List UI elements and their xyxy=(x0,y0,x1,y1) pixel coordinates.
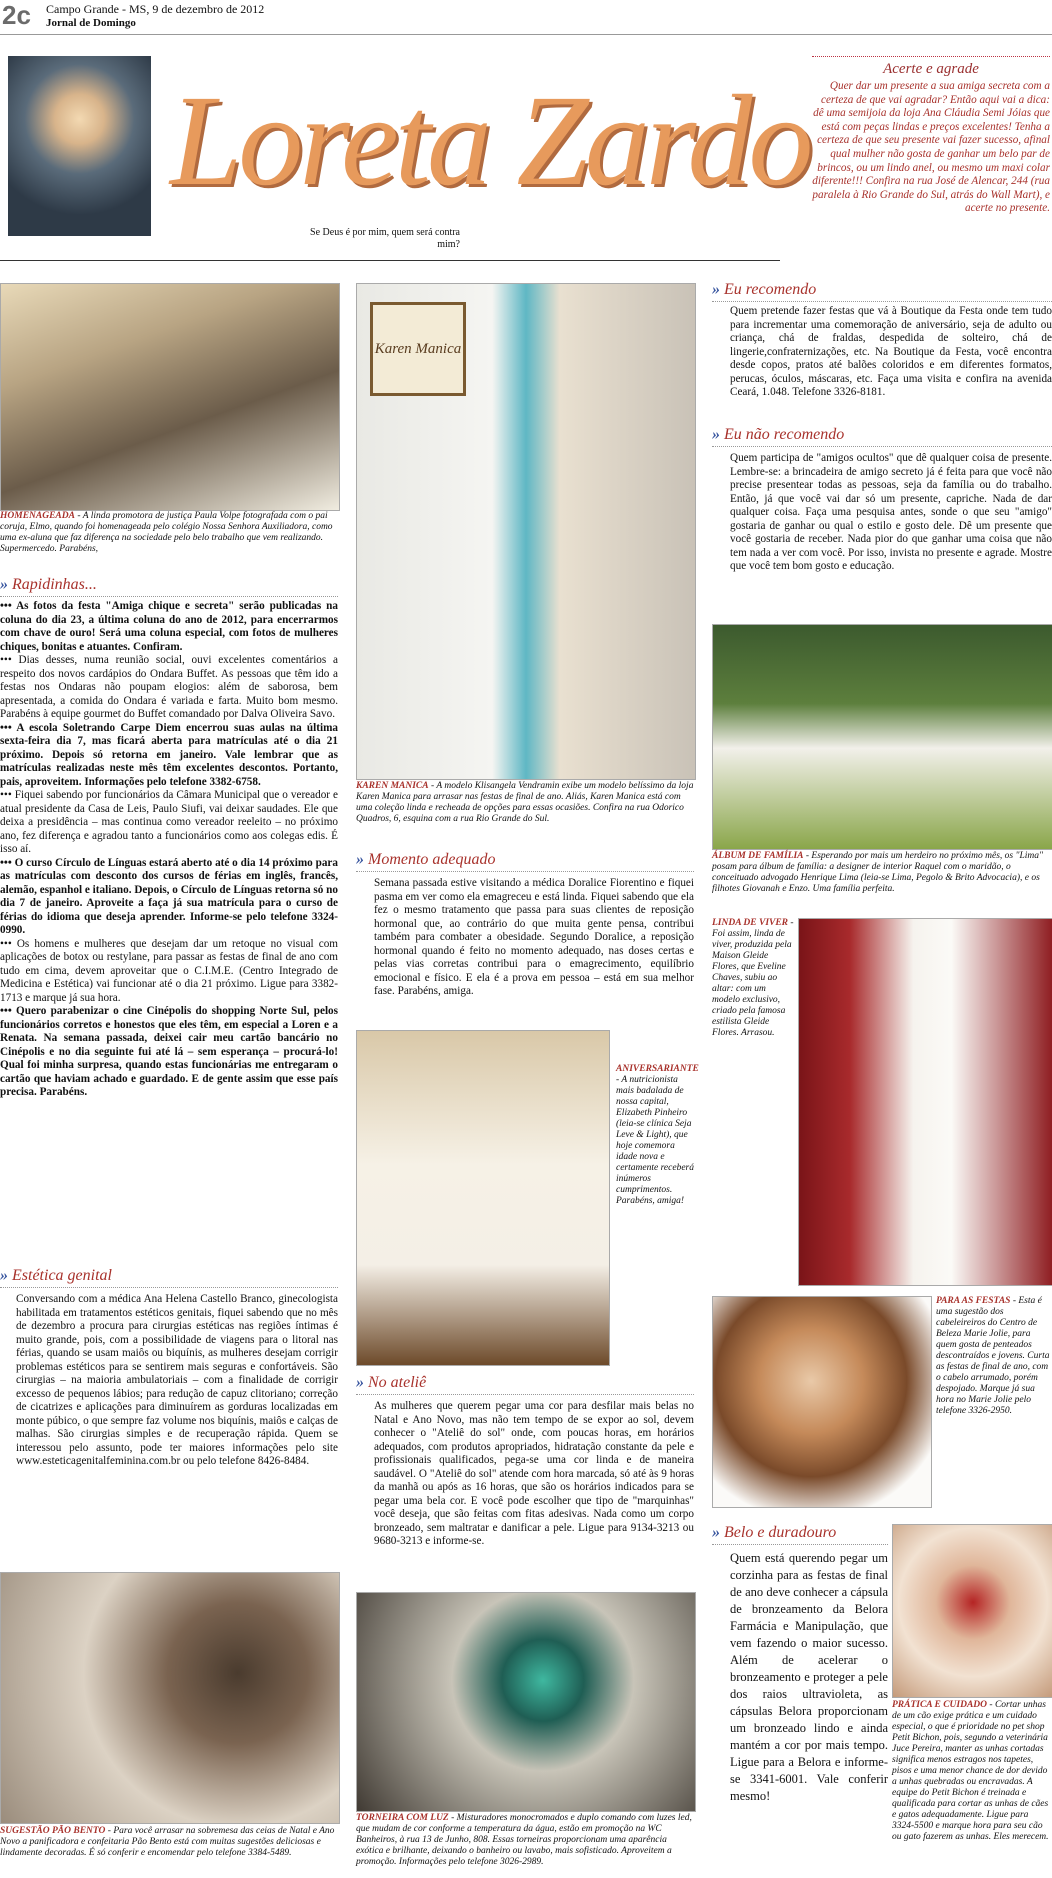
atelie-body: As mulheres que querem pegar uma cor para desfilar mais belas no Natal e Ano Novo, mas não tem tempo de se expor ao sol, devem conhecer o "Ateliê do sol" onde, com poucas horas, em horários adequados, com produtos apropriados, hidratação constante da pele e profissionais qualificados, pega-se uma cor linda e de maneira saudável. O "Ateliê do sol" atende com hora marcada, só até às 9 horas da manhã ou após as 16 horas, que são os horários indicados para se pegar uma bela cor. E você pode escolher que tipo de "marquinhas" você deseja, que são feitas com fitas adesivas. Nada como um corpo bronzeado, sem maltratar e danificar a pele. Ligue para 9134-3213 ou 9680-3213 e informe-se. xyxy=(374,1400,694,1547)
karen-text: - A modelo Klisangela Vendramin exibe um modelo belíssimo da loja Karen Manica para arrasar nas festas de final de ano. Aliás, Karen Manica está com uma coleção linda e recheada de opções para essas ocasiões. Confira na rua Odorico Quadros, 6, esquina com a rua Rio Grande do Sul. xyxy=(356,781,694,824)
paobento-text: - Para você arrasar na sobremesa das ceias de Natal e Ano Novo a panificadora e confeitaria Pão Bento está com muitas sugestões deliciosas e lindamente decoradas. É só conferir e encomendar pelo telefone 3384-5489. xyxy=(0,1826,335,1858)
pratica-photo xyxy=(892,1524,1052,1698)
homenageada-label: HOMENAGEADA xyxy=(0,511,75,521)
atelie-heading xyxy=(356,1374,694,1395)
paobento-caption xyxy=(0,1826,338,1859)
karen-caption xyxy=(356,781,694,825)
torneira-photo xyxy=(356,1592,696,1812)
album-caption xyxy=(712,851,1052,895)
festas-caption xyxy=(936,1296,1052,1417)
album-photo xyxy=(712,624,1052,850)
rapidinhas-body xyxy=(0,600,338,1100)
estetica-heading xyxy=(0,1267,338,1288)
acerte-title: Acerte e agrade xyxy=(883,61,979,77)
estetica-title: Estética genital xyxy=(12,1267,112,1284)
masthead xyxy=(170,46,810,246)
chevron-icon: » xyxy=(712,1524,720,1541)
homenageada-text: - A linda promotora de justiça Paula Volpe fotografada com o pai coruja, Elmo, quando foi homenageada pelo colégio Nossa Senhora Auxiliadora, como uma ex-aluna que faz diferença na sociedade pelo belo trabalho que vem realizando. Supermercedo. Parabéns, xyxy=(0,511,333,554)
recomendo-body: Quem pretende fazer festas que vá à Boutique da Festa onde tem tudo para incrementar uma comemoração de aniversário, seja de adulto ou criança, chá de fraldas, despedida de solteiro, chá de lingerie,confraternizações, etc. Na Boutique da Festa, você encontra desde copos, pratos até balões coloridos e em diferentes formatos, perucas, óculos, máscaras, etc. Faça uma visita e confira na avenida Ceará, 1.048. Telefone 3326-8181. xyxy=(730,305,1052,398)
momento-body: Semana passada estive visitando a médica Doralice Fiorentino e fiquei pasma em ver como ela emagreceu e está linda. Fiquei sabendo que ela fez o mesmo tratamento que passa para suas clientes de reposição hormonal que, ao contrário do que muita gente pensa, contribui também para combater a obesidade. Segundo Doralice, a reposição hormonal quando é feito no momento adequado, nas doses certas e pelas vias corretas contribui para o emagrecimento, equilíbrio emocional e físico. E ela é a prova em pessoa – está em sua melhor fase. Parabéns, amiga. xyxy=(374,877,694,997)
atelie-title: No ateliê xyxy=(368,1374,427,1391)
naorecomendo-heading xyxy=(712,426,1052,447)
festas-label: PARA AS FESTAS xyxy=(936,1296,1011,1306)
rapidinhas-item: ••• O curso Círculo de Línguas estará aberto até o dia 14 próximo para as matrículas com desconto dos cursos de férias em inglês, francês, alemão, espanhol e italiano. Depois, o Círculo de Línguas retorna só no dia 7 de janeiro. Aproveite a faça já sua matrícula para o curso de férias do idioma que deseja aprender. Informe-se pelo telefone 3324-0990. xyxy=(0,856,338,936)
pratica-text: - Cortar unhas de um cão exige prática e um cuidado especial, o que é prioridade no pet shop Petit Bichon, pois, segundo a veterinária Juce Pereira, manter as unhas cortadas significa menos estragos nos tapetes, pisos e uma menor chance de dor devido a unhas quebradas ou encravadas. A equipe do Petit Bichon é treinada e qualificada para cortar as unhas de cães e gatos adequadamente. Ligue para 3324-5500 e marque hora para seu cão ou gato fazerem as unhas. Eles merecem. xyxy=(892,1700,1049,1842)
rapidinhas-item: ••• Fiquei sabendo por funcionários da Câmara Municipal que o vereador e atual presidente da Casa de Leis, Paulo Siufi, vai deixar saudades. Ele que deixa a presidência – mas continua como vereador reeleito – no próximo ano, fez diferença e agradou tanto a funcionários como aos colegas edis. É isso aí. xyxy=(0,789,338,855)
aniversariante-photo xyxy=(356,1030,610,1366)
rapidinhas-item: ••• Dias desses, numa reunião social, ouvi excelentes comentários a respeito dos novos cardápios do Ondara Buffet. As pessoas que têm ido a festas nos Ondaras não poupam elogios: além de saborosa, bem apresentada, a comida do Ondara é variada e farta. Muito bom mesmo. Parabéns à equipe gourmet do Buffet comandado por Dalva Oliveira Savo. xyxy=(0,654,338,720)
estetica-body: Conversando com a médica Ana Helena Castello Branco, ginecologista habilitada em tratamentos estéticos genitais, fiquei sabendo que no mês de dezembro a procura para cirurgias estéticas nas regiões íntimas é muito grande, pois, com a possibilidade de viagens para o litoral nas férias, quando se usam maiôs ou biquínis, as mulheres desejam corrigir problemas estéticos para se sentirem mais seguras e confortáveis. São cirurgias – na maioria ambulatoriais – com a finalidade de corrigir excesso de pequenos lábios; para redução de capuz clitoriano; correção de cicatrizes e aplicações para diminuírem as gorduras localizadas em monte púbico, o que sempre faz volume nos biquínis, maiôs e calças de malhas. São cirurgias simples e de recuperação rápida. Quem se interessou pelo assunto, pode ter maiores informações pelo site www.esteticagenitalfeminina.com.br ou pelo telefone 8426-8484. xyxy=(16,1293,338,1467)
aniversariante-label: ANIVERSARIANTE xyxy=(616,1064,699,1074)
columnist-photo xyxy=(8,56,151,236)
paobento-photo xyxy=(0,1572,340,1824)
recomendo-heading xyxy=(712,281,1052,302)
pratica-caption xyxy=(892,1700,1052,1843)
chevron-icon: » xyxy=(356,851,364,868)
homenageada-photo xyxy=(0,283,340,511)
lindadeviver-label: LINDA DE VIVER xyxy=(712,918,789,928)
karen-logo-text: Karen Manica xyxy=(374,341,462,357)
lindadeviver-text: - Foi assim, linda de viver, produzida pela Maison Gleide Flores, que Eveline Chaves, subiu ao altar: com um modelo exclusivo, criado pela famosa estilista Gleide Flores. Arrasou. xyxy=(712,918,794,1038)
pratica-label: PRÁTICA E CUIDADO xyxy=(892,1700,988,1710)
chevron-icon: » xyxy=(0,1267,8,1284)
torneira-text: - Misturadores monocromados e duplo comando com luzes led, que mudam de cor conforme a temperatura da água, estão em promoção na WC Banheiros, à rua 13 de Junho, 808. Essas torneiras proporcionam uma aparência exótica e brilhante, deixando o banheiro ou lavabo, mais sofisticado. Aproveitem a promoção. Informações pelo telefone 3026-2989. xyxy=(356,1813,692,1867)
paobento-label: SUGESTÃO PÃO BENTO xyxy=(0,1826,106,1836)
bride-photo xyxy=(798,918,1052,1286)
recomendo-title: Eu recomendo xyxy=(724,281,817,298)
header-quote: Se Deus é por mim, quem será contra mim? xyxy=(310,227,460,250)
dateline-text: Campo Grande - MS, 9 de dezembro de 2012 xyxy=(46,2,265,16)
columnist-name: Loreta Zardo xyxy=(170,69,810,213)
rapidinhas-title: Rapidinhas... xyxy=(12,576,97,593)
header-rule xyxy=(0,34,1052,35)
newspaper-name: Jornal de Domingo xyxy=(46,17,136,29)
acerte-box xyxy=(812,56,1050,216)
momento-title: Momento adequado xyxy=(368,851,496,868)
rapidinhas-item: ••• A escola Soletrando Carpe Diem encerrou suas aulas na última sexta-feira dia 7, mas ficará aberta para matrículas até o dia 21 próximo. Depois só retorna em janeiro. Vale lembrar que as matrículas realizadas neste mês têm excelentes descontos. Portanto, pais, aproveitem. Informações pelo telefone 3382-6758. xyxy=(0,721,338,788)
page-number: 2c xyxy=(2,0,31,30)
aniversariante-caption xyxy=(616,1064,699,1207)
festas-text: - Esta é uma sugestão dos cabeleireiros do Centro de Beleza Marie Jolie, para quem gosta de penteados descontraídos e jovens. Curta as festas de final de ano, com o cabelo arrumado, porém despojado. Marque já sua hora no Marie Jolie pelo telefone 3326-2950. xyxy=(936,1296,1050,1416)
belo-title: Belo e duradouro xyxy=(724,1524,837,1541)
album-label: ÁLBUM DE FAMÍLIA xyxy=(712,851,804,861)
rapidinhas-item: ••• Os homens e mulheres que desejam dar um retoque no visual com aplicações de botox ou restylane, para passar as festas de final de ano com tudo em cima, devem aproveitar que o C.I.M.E. (Centro Integrado de Medicina e Estética) vai funcionar até o dia 21 próximo. Ligue para 3382-1713 e marque já sua hora. xyxy=(0,937,338,1004)
festas-photo xyxy=(712,1296,932,1508)
rapidinhas-item: ••• Quero parabenizar o cine Cinépolis do shopping Norte Sul, pelos funcionários corretos e honestos que eles têm, em especial a Loren e a Renata. Na semana passada, deixei cair meu cartão bancário no Cinépolis e no dia seguinte fui até lá – sem esperança – procurá-lo! Qual foi minha surpresa, quando estas funcionárias me entregaram o cartão que haviam achado e guardado. E de gente assim que esse país precisa. Parabéns. xyxy=(0,1005,338,1098)
homenageada-caption xyxy=(0,511,338,555)
chevron-icon: » xyxy=(356,1374,364,1391)
belo-heading xyxy=(712,1524,888,1545)
naorecomendo-title: Eu não recomendo xyxy=(724,426,845,443)
acerte-text: Quer dar um presente a sua amiga secreta com a certeza de que vai agradar? Então aqui vai a dica: dê uma semijoia da loja Ana Cláudia Semi Jóias que está com peças lindas e preços excelentes! Tenha a certeza de que seu presente vai fazer sucesso, afinal qual mulher não gosta de ganhar um belo par de brincos, ou um lindo anel, ou mesmo um maxi colar diferente!!! Confira na rua José de Alencar, 244 (rua paralela à Rio Grande do Sul, atrás do Wall Mart), e acerte no presente. xyxy=(812,80,1050,215)
lindadeviver-caption xyxy=(712,918,796,1039)
karen-logo xyxy=(370,302,466,396)
chevron-icon: » xyxy=(712,281,720,298)
album-text: - Esperando por mais um herdeiro no próximo mês, os "Lima" posam para álbum de família: a designer de interior Raquel com o maridão, o conceituado advogado Henrique Lima (leia-se Lima, Pegolo & Brito Advocacia), e os filhotes Giovanah e Enzo. Uma família perfeita. xyxy=(712,851,1044,894)
naorecomendo-body: Quem participa de "amigos ocultos" que dê qualquer coisa de presente. Lembre-se: a brincadeira de amigo secreto já é feita para que você não precise presentear todas as pessoas, seja da família ou do trabalho. Então, já que você vai dar só um presente, capriche. Nada de dar qualquer coisa. Faça uma pesquisa antes, sonde o que seu "amigo" gostaria de ganhar ou qual o estilo e gosto dele. Dê um presente que você gostaria de receber. Nada pior do que ganhar uma coisa que não tem nada a ver com você. Por isso, invista no presente e agrade. Mostre que você tem bom gosto e educação. xyxy=(730,452,1052,572)
momento-heading xyxy=(356,851,694,872)
torneira-label: TORNEIRA COM LUZ xyxy=(356,1813,449,1823)
rapidinhas-heading xyxy=(0,576,338,597)
rapidinhas-item: ••• As fotos da festa "Amiga chique e secreta" serão publicadas na coluna do dia 23, a última coluna do ano de 2012, para encerrarmos com chave de ouro! Será uma coluna especial, com fotos de mulheres chiques, bonitas e atuantes. Confiram. xyxy=(0,600,338,653)
torneira-caption xyxy=(356,1813,694,1868)
karen-label: KAREN MANICA xyxy=(356,781,429,791)
header-rule-bottom xyxy=(0,260,780,261)
chevron-icon: » xyxy=(712,426,720,443)
chevron-icon: » xyxy=(0,576,8,593)
dateline xyxy=(46,2,264,30)
belo-body: Quem está querendo pegar um corzinha para as festas de final de ano deve conhecer a cápsula de bronzeamento da Belora Farmácia e Manipulação, que vem fazendo o maior sucesso. Além de acelerar o bronzeamento e proteger a pele dos raios ultravioleta, as cápsulas Belora proporcionam um bronzeado lindo e ainda mantém a cor por mais tempo. Ligue para a Belora e informe-se 3341-6001. Vale conferir mesmo! xyxy=(730,1551,888,1803)
aniversariante-text: - A nutricionista mais badalada de nossa capital, Elizabeth Pinheiro (leia-se clínica Seja Leve & Light), que hoje comemora idade nova e certamente receberá inúmeros cumprimentos. Parabéns, amiga! xyxy=(616,1075,694,1206)
